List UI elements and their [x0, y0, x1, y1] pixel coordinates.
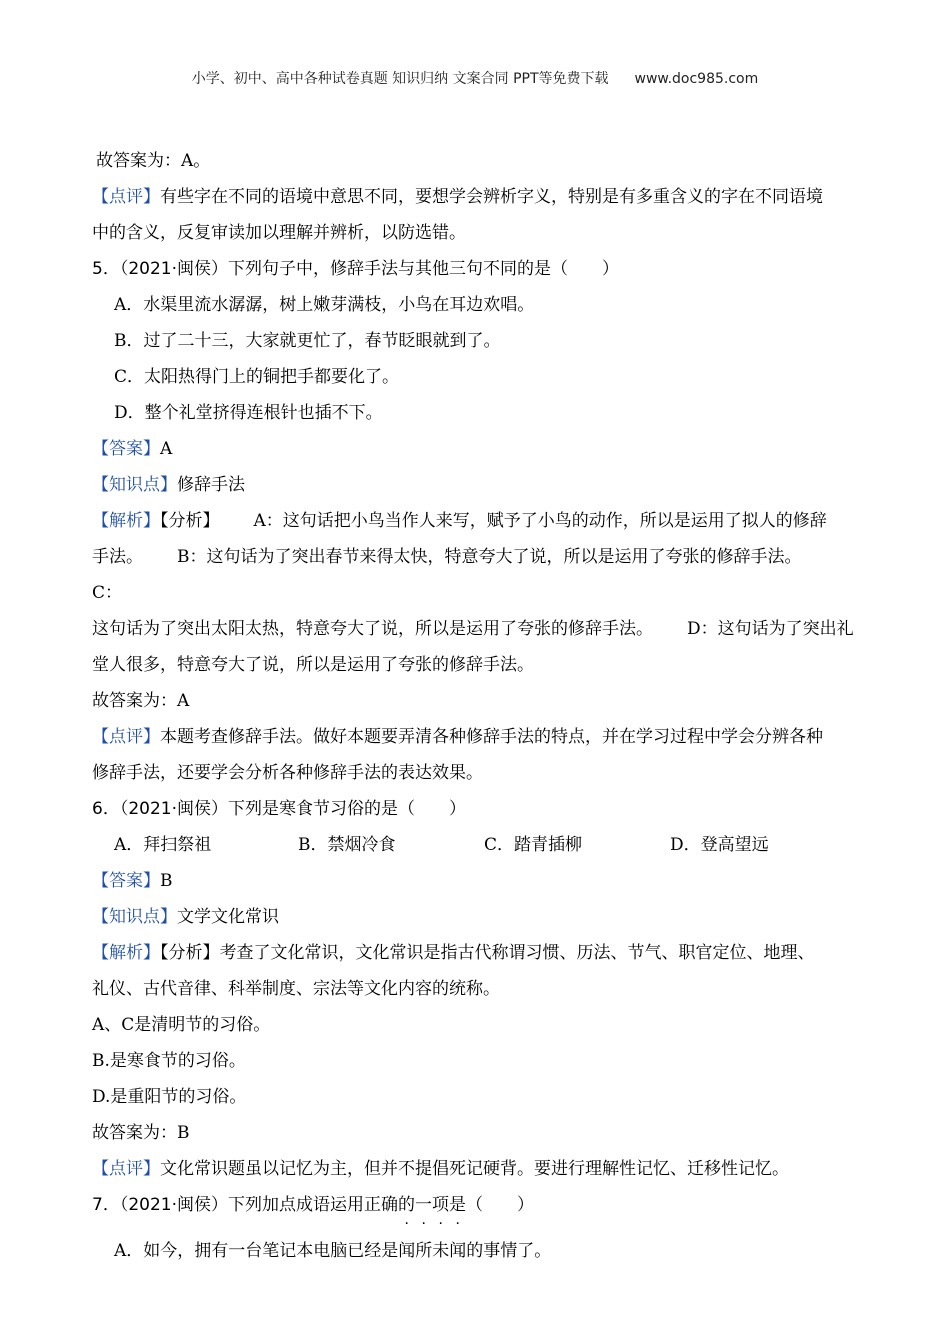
comment-tag: 【点评】 [92, 727, 160, 747]
q5-analysis-l2a: 手法。 [92, 547, 143, 567]
q6-final-answer: 故答案为：B [92, 1123, 190, 1143]
analysis-sub-tag: 【分析】 [160, 511, 220, 531]
analysis-tag: 【解析】 [92, 943, 160, 963]
q5-analysis-line3 [92, 611, 862, 647]
q6-option-c: C．踏青插柳 [484, 835, 583, 855]
q7-option-a-post: 的事情了。 [466, 1241, 552, 1261]
emphasis-dotted-char: 闻 [449, 1241, 467, 1261]
q6-answer-value: B [160, 871, 173, 891]
q6-option-b: B．禁烟冷食 [298, 835, 396, 855]
analysis-tag: 【解析】 [92, 511, 160, 531]
q5-comment-line2: 修辞手法，还要学会分析各种修辞手法的表达效果。 [92, 763, 483, 783]
q5-analysis-l3a: 这句话为了突出太阳太热，特意夸大了说，所以是运用了夸张的修辞手法。 [92, 619, 653, 639]
q6-options [92, 827, 862, 863]
emphasis-dotted-char: 所 [415, 1241, 433, 1261]
q6-line-b: B.是寒食节的习俗。 [92, 1051, 246, 1071]
q6-kp-value: 文学文化常识 [177, 907, 279, 927]
comment-tag: 【点评】 [92, 187, 160, 207]
q5-kp-value: 修辞手法 [177, 475, 245, 495]
q5-analysis-text1: A：这句话把小鸟当作人来写，赋予了小鸟的动作，所以是运用了拟人的修辞 [253, 511, 827, 531]
q7-option-a-pre: A．如今，拥有一台笔记本电脑已经是 [114, 1241, 399, 1261]
q5-option-b: B．过了二十三，大家就更忙了，春节眨眼就到了。 [114, 331, 501, 351]
q5-knowledge-point [92, 467, 862, 503]
q5-answer-value: A [160, 439, 173, 459]
emphasis-dotted-char: 未 [432, 1241, 450, 1261]
q6-analysis-line2: 礼仪、古代音律、科举制度、宗法等文化内容的统称。 [92, 979, 500, 999]
document-body [92, 143, 862, 1269]
q5-analysis-l3b: D：这句话为了突出礼 [687, 619, 854, 639]
q5-stem: 5．（2021·闽侯）下列句子中，修辞手法与其他三句不同的是（ ） [92, 259, 619, 279]
header-site: www.doc985.com [634, 71, 759, 87]
q5-comment [92, 719, 862, 755]
q4-comment-line1: 有些字在不同的语境中意思不同，要想学会辨析字义，特别是有多重含义的字在不同语境 [160, 187, 823, 207]
q6-answer [92, 863, 862, 899]
answer-tag: 【答案】 [92, 439, 160, 459]
q5-option-a: A．水渠里流水潺潺，树上嫩芽满枝，小鸟在耳边欢唱。 [114, 295, 535, 315]
q6-analysis-text1: 考查了文化常识，文化常识是指古代称谓习惯、历法、节气、职官定位、地理、 [219, 943, 815, 963]
q4-comment [92, 179, 862, 215]
q6-comment [92, 1151, 862, 1187]
q6-knowledge-point [92, 899, 862, 935]
q5-analysis-line1 [92, 503, 862, 539]
knowledge-tag: 【知识点】 [92, 475, 177, 495]
q4-comment-line2: 中的含义，反复审读加以理解并辨析，以防选错。 [92, 223, 466, 243]
q5-option-d: D．整个礼堂挤得连根针也插不下。 [114, 403, 383, 423]
q5-option-c: C．太阳热得门上的铜把手都要化了。 [114, 367, 400, 387]
q6-option-d: D．登高望远 [670, 835, 769, 855]
q5-analysis-line2 [92, 539, 862, 611]
emphasis-dotted-char: 闻 [398, 1241, 416, 1261]
q5-analysis-l2b: B：这句话为了突出春节来得太快，特意夸大了说，所以是运用了夸张的修辞手法。 [177, 547, 802, 567]
answer-tag: 【答案】 [92, 871, 160, 891]
analysis-sub-tag: 【分析】 [160, 943, 220, 963]
q4-answer-line: 故答案为：A。 [96, 151, 211, 171]
q5-answer [92, 431, 862, 467]
q5-analysis-line4: 堂人很多，特意夸大了说，所以是运用了夸张的修辞手法。 [92, 655, 534, 675]
q6-comment-text: 文化常识题虽以记忆为主，但并不提倡死记硬背。要进行理解性记忆、迁移性记忆。 [160, 1159, 789, 1179]
q6-analysis-line1 [92, 935, 862, 971]
q6-line-d: D.是重阳节的习俗。 [92, 1087, 247, 1107]
knowledge-tag: 【知识点】 [92, 907, 177, 927]
q6-line-ac: A、C是清明节的习俗。 [92, 1015, 271, 1035]
q7-option-a [92, 1233, 862, 1269]
q5-final-answer: 故答案为：A [92, 691, 190, 711]
header-text: 小学、初中、高中各种试卷真题 知识归纳 文案合同 PPT等免费下载 [191, 71, 609, 87]
comment-tag: 【点评】 [92, 1159, 160, 1179]
q6-stem: 6．（2021·闽侯）下列是寒食节习俗的是（ ） [92, 799, 466, 819]
q7-stem: 7．（2021·闽侯）下列加点成语运用正确的一项是（ ） [92, 1195, 534, 1215]
page-header [0, 68, 950, 88]
q6-option-a: A．拜扫祭祖 [114, 835, 212, 855]
q5-comment-text1: 本题考查修辞手法。做好本题要弄清各种修辞手法的特点，并在学习过程中学会分辨各种 [160, 727, 823, 747]
q5-analysis-l2c: C： [92, 583, 123, 603]
